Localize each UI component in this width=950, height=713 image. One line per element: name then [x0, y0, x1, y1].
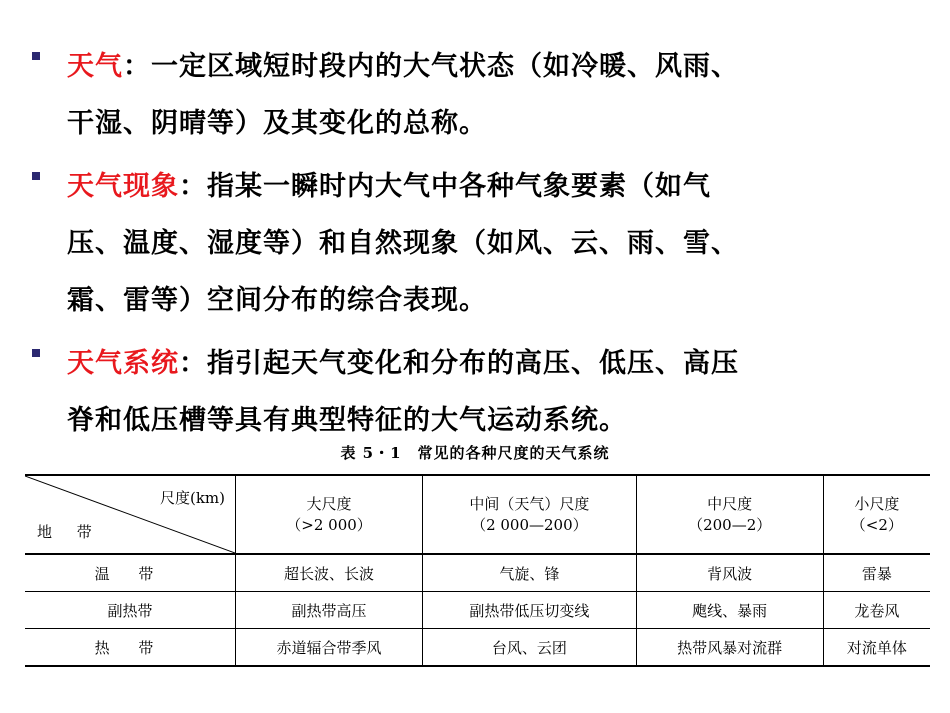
column-header-range: （>2 000） [286, 515, 372, 534]
bullet-list [30, 38, 930, 455]
zone-label: 地 带 [37, 523, 102, 541]
zone-cell: 温 带 [25, 554, 236, 592]
bullet-line: 脊和低压槽等具有典型特征的大气运动系统。 [67, 405, 627, 436]
table-caption: 表 5・1 常见的各种尺度的天气系统 [340, 444, 610, 462]
column-header-name: 小尺度 [854, 494, 900, 513]
bullet-item-weather-phenomena [30, 158, 930, 329]
table-cell: 副热带低压切变线 [423, 592, 637, 629]
table-cell: 气旋、锋 [423, 554, 637, 592]
term-weather: 天气 [67, 51, 123, 82]
bullet-line: 压、温度、湿度等）和自然现象（如风、云、雨、雪、 [67, 228, 739, 259]
column-header-meso-scale [636, 475, 823, 554]
column-header-synoptic-scale [423, 475, 637, 554]
bullet-line [67, 38, 930, 95]
weather-systems-table [25, 474, 930, 667]
column-header-range: （<2） [850, 515, 903, 534]
corner-header-cell [25, 475, 236, 554]
bullet-line: 霜、雷等）空间分布的综合表现。 [67, 285, 487, 316]
table-cell: 热带风暴对流群 [636, 629, 823, 667]
column-header-name: 大尺度 [306, 494, 352, 513]
table-cell: 副热带高压 [236, 592, 423, 629]
column-header-range: （200—2） [688, 515, 772, 534]
table-cell: 超长波、长波 [236, 554, 423, 592]
bullet-line: 干湿、阴晴等）及其变化的总称。 [67, 108, 487, 139]
bullet-item-weather [30, 38, 930, 152]
bullet-line [67, 158, 930, 215]
table-row [25, 629, 930, 667]
term-weather-phenomena: 天气现象 [67, 171, 179, 202]
definition-text: ：指引起天气变化和分布的高压、低压、高压 [179, 348, 739, 379]
table-header-row [25, 475, 930, 554]
definition-text: ：指某一瞬时内大气中各种气象要素（如气 [179, 171, 711, 202]
column-header-large-scale [236, 475, 423, 554]
term-weather-system: 天气系统 [67, 348, 179, 379]
bullet-line [67, 335, 930, 392]
table-cell: 背风波 [636, 554, 823, 592]
column-header-name: 中尺度 [707, 494, 753, 513]
zone-cell: 副热带 [25, 592, 236, 629]
column-header-small-scale [823, 475, 930, 554]
table-cell: 对流单体 [823, 629, 930, 667]
definition-text: ：一定区域短时段内的大气状态（如冷暖、风雨、 [123, 51, 739, 82]
bullet-square-icon [32, 52, 40, 60]
table-cell: 赤道辐合带季风 [236, 629, 423, 667]
table-cell: 雷暴 [823, 554, 930, 592]
table-cell: 龙卷风 [823, 592, 930, 629]
bullet-square-icon [32, 349, 40, 357]
bullet-square-icon [32, 172, 40, 180]
table-cell: 台风、云团 [423, 629, 637, 667]
column-header-range: （2 000—200） [471, 515, 588, 534]
column-header-name: 中间（天气）尺度 [469, 494, 590, 513]
bullet-item-weather-system [30, 335, 930, 449]
table-cell: 飑线、暴雨 [636, 592, 823, 629]
table-row [25, 592, 930, 629]
scale-label: 尺度(km) [159, 489, 225, 507]
table-row [25, 554, 930, 592]
zone-cell: 热 带 [25, 629, 236, 667]
